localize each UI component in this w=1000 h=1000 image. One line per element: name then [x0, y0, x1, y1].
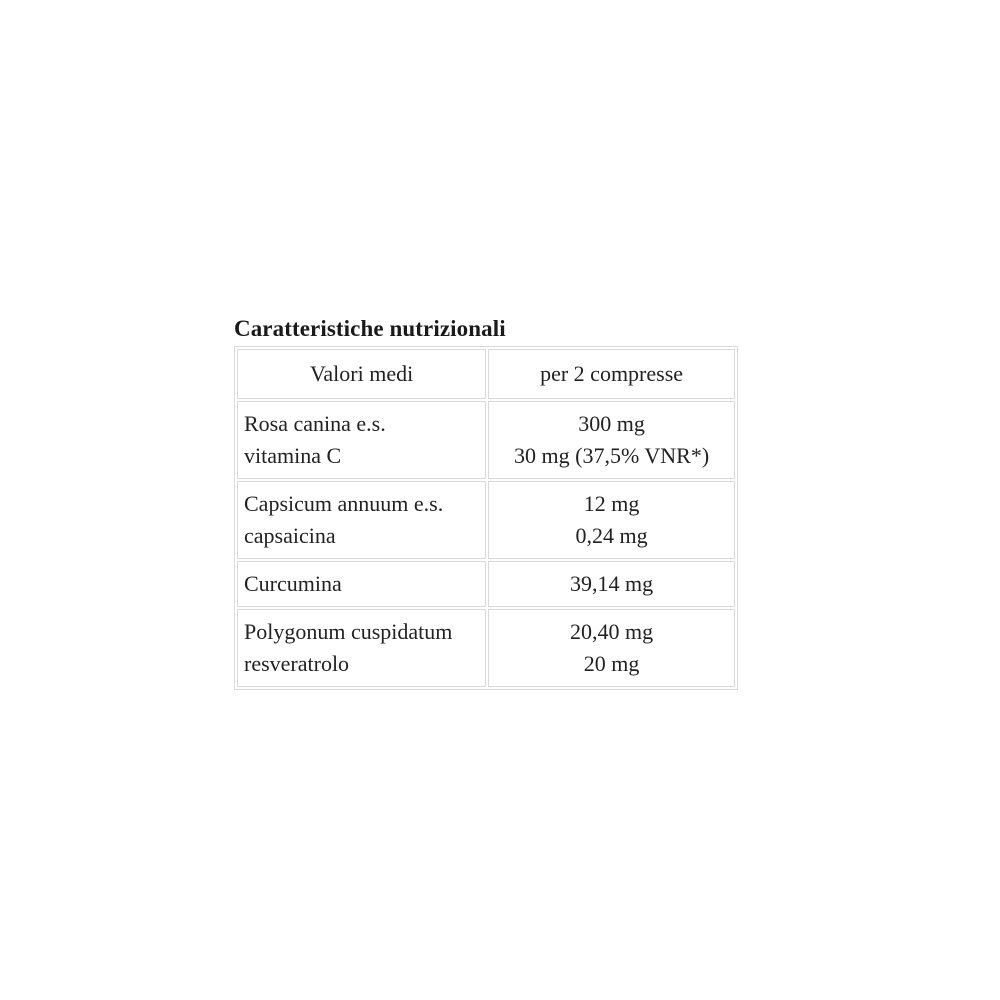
ingredient-cell — [237, 401, 486, 479]
amount-cell — [488, 609, 735, 687]
amount-subvalue: 20 mg — [583, 651, 640, 676]
ingredient-subname: capsaicina — [244, 523, 336, 548]
amount-value: 12 mg — [583, 491, 640, 516]
nutrition-table — [234, 346, 738, 690]
header-cell-averages: Valori medi — [237, 349, 486, 399]
table-row — [237, 561, 735, 607]
amount-cell — [488, 481, 735, 559]
ingredient-cell — [237, 561, 486, 607]
amount-subvalue: 30 mg (37,5% VNR*) — [514, 443, 710, 468]
amount-cell — [488, 561, 735, 607]
table-row — [237, 609, 735, 687]
ingredient-subname: vitamina C — [244, 443, 342, 468]
table-header-row — [237, 349, 735, 399]
ingredient-name: Capsicum annuum e.s. — [244, 491, 444, 516]
nutrition-panel — [234, 314, 738, 690]
amount-value: 20,40 mg — [570, 619, 654, 644]
amount-value: 39,14 mg — [570, 571, 654, 596]
ingredient-subname: resveratrolo — [244, 651, 350, 676]
ingredient-cell — [237, 481, 486, 559]
ingredient-name: Rosa canina e.s. — [244, 411, 386, 436]
header-cell-per-serving: per 2 compresse — [488, 349, 735, 399]
amount-subvalue: 0,24 mg — [575, 523, 648, 548]
amount-cell — [488, 401, 735, 479]
amount-value: 300 mg — [578, 411, 645, 436]
ingredient-name: Polygonum cuspidatum — [244, 619, 453, 644]
ingredient-cell — [237, 609, 486, 687]
table-row — [237, 401, 735, 479]
ingredient-name: Curcumina — [244, 571, 342, 596]
table-title: Caratteristiche nutrizionali — [234, 316, 506, 341]
table-row — [237, 481, 735, 559]
